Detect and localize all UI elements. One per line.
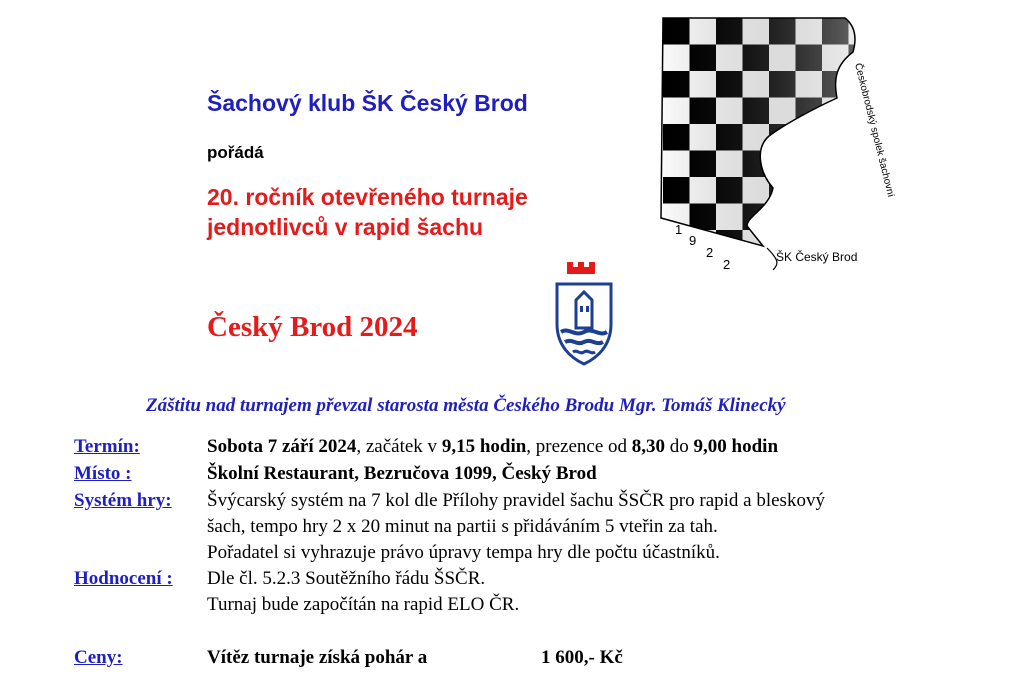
city-year-title: Český Brod 2024: [207, 311, 418, 343]
termin-to: 9,00 hodin: [693, 436, 779, 457]
organizes-label: pořádá: [207, 143, 264, 162]
logo-arc-text: [852, 62, 895, 199]
termin-text-3: do: [665, 436, 694, 457]
hodnoceni-label: Hodnocení :: [74, 568, 173, 589]
misto-value: Školní Restaurant, Bezručova 1099, Český Brod: [207, 463, 597, 484]
logo-year-digit-4: 2: [723, 257, 731, 272]
event-title-line2: jednotlivců v rapid šachu: [207, 214, 484, 240]
system-line-3: Pořadatel si vyhrazuje právo úpravy tempa hry dle počtu účastníků.: [207, 542, 720, 563]
chess-knight-checkerboard-logo: [655, 12, 895, 277]
system-label: Systém hry:: [74, 490, 172, 511]
termin-from: 8,30: [631, 436, 666, 457]
logo-year-digit-3: 2: [706, 245, 714, 260]
ceny-label: Ceny:: [74, 647, 123, 668]
termin-label: Termín:: [74, 436, 140, 457]
club-name: Šachový klub ŠK Český Brod: [207, 90, 528, 116]
event-title-line1: 20. ročník otevřeného turnaje: [207, 184, 528, 210]
logo-club-label: ŠK Český Brod: [776, 250, 858, 264]
termin-text-2: , prezence od: [526, 436, 632, 457]
logo-board-square: [822, 124, 849, 151]
logo-board-square: [796, 151, 823, 178]
logo-board-square: [849, 204, 876, 231]
logo-board-square: [796, 204, 823, 231]
logo-year-digit-2: 9: [689, 233, 697, 248]
town-coat-of-arms-icon: [553, 258, 615, 366]
ceny-amount: 1 600,- Kč: [541, 647, 623, 668]
termin-value: [207, 436, 778, 458]
event-title: [207, 182, 528, 242]
logo-year-digit-1: 1: [675, 222, 683, 237]
termin-start: 9,15 hodin: [441, 436, 527, 457]
termin-date: Sobota 7 září 2024: [207, 436, 357, 457]
hodnoceni-line-2: Turnaj bude započítán na rapid ELO ČR.: [207, 594, 520, 615]
system-line-1: Švýcarský systém na 7 kol dle Přílohy pravidel šachu ŠSČR pro rapid a bleskový: [207, 490, 825, 511]
hodnoceni-line-1: Dle čl. 5.2.3 Soutěžního řádu ŠSČR.: [207, 568, 486, 589]
ceny-text: Vítěz turnaje získá pohár a: [207, 647, 428, 668]
logo-board-square: [822, 177, 849, 204]
system-line-2: šach, tempo hry 2 x 20 minut na partii s přidáváním 5 vteřin za tah.: [207, 516, 718, 537]
logo-arc-text-label: Českobrodský spolek šachovní: [852, 62, 895, 199]
termin-text-1: , začátek v: [356, 436, 442, 457]
logo-board-square: [849, 151, 876, 178]
misto-label: Místo :: [74, 463, 132, 484]
patronage-note: Záštitu nad turnajem převzal starosta města Českého Brodu Mgr. Tomáš Klinecký: [146, 395, 786, 416]
